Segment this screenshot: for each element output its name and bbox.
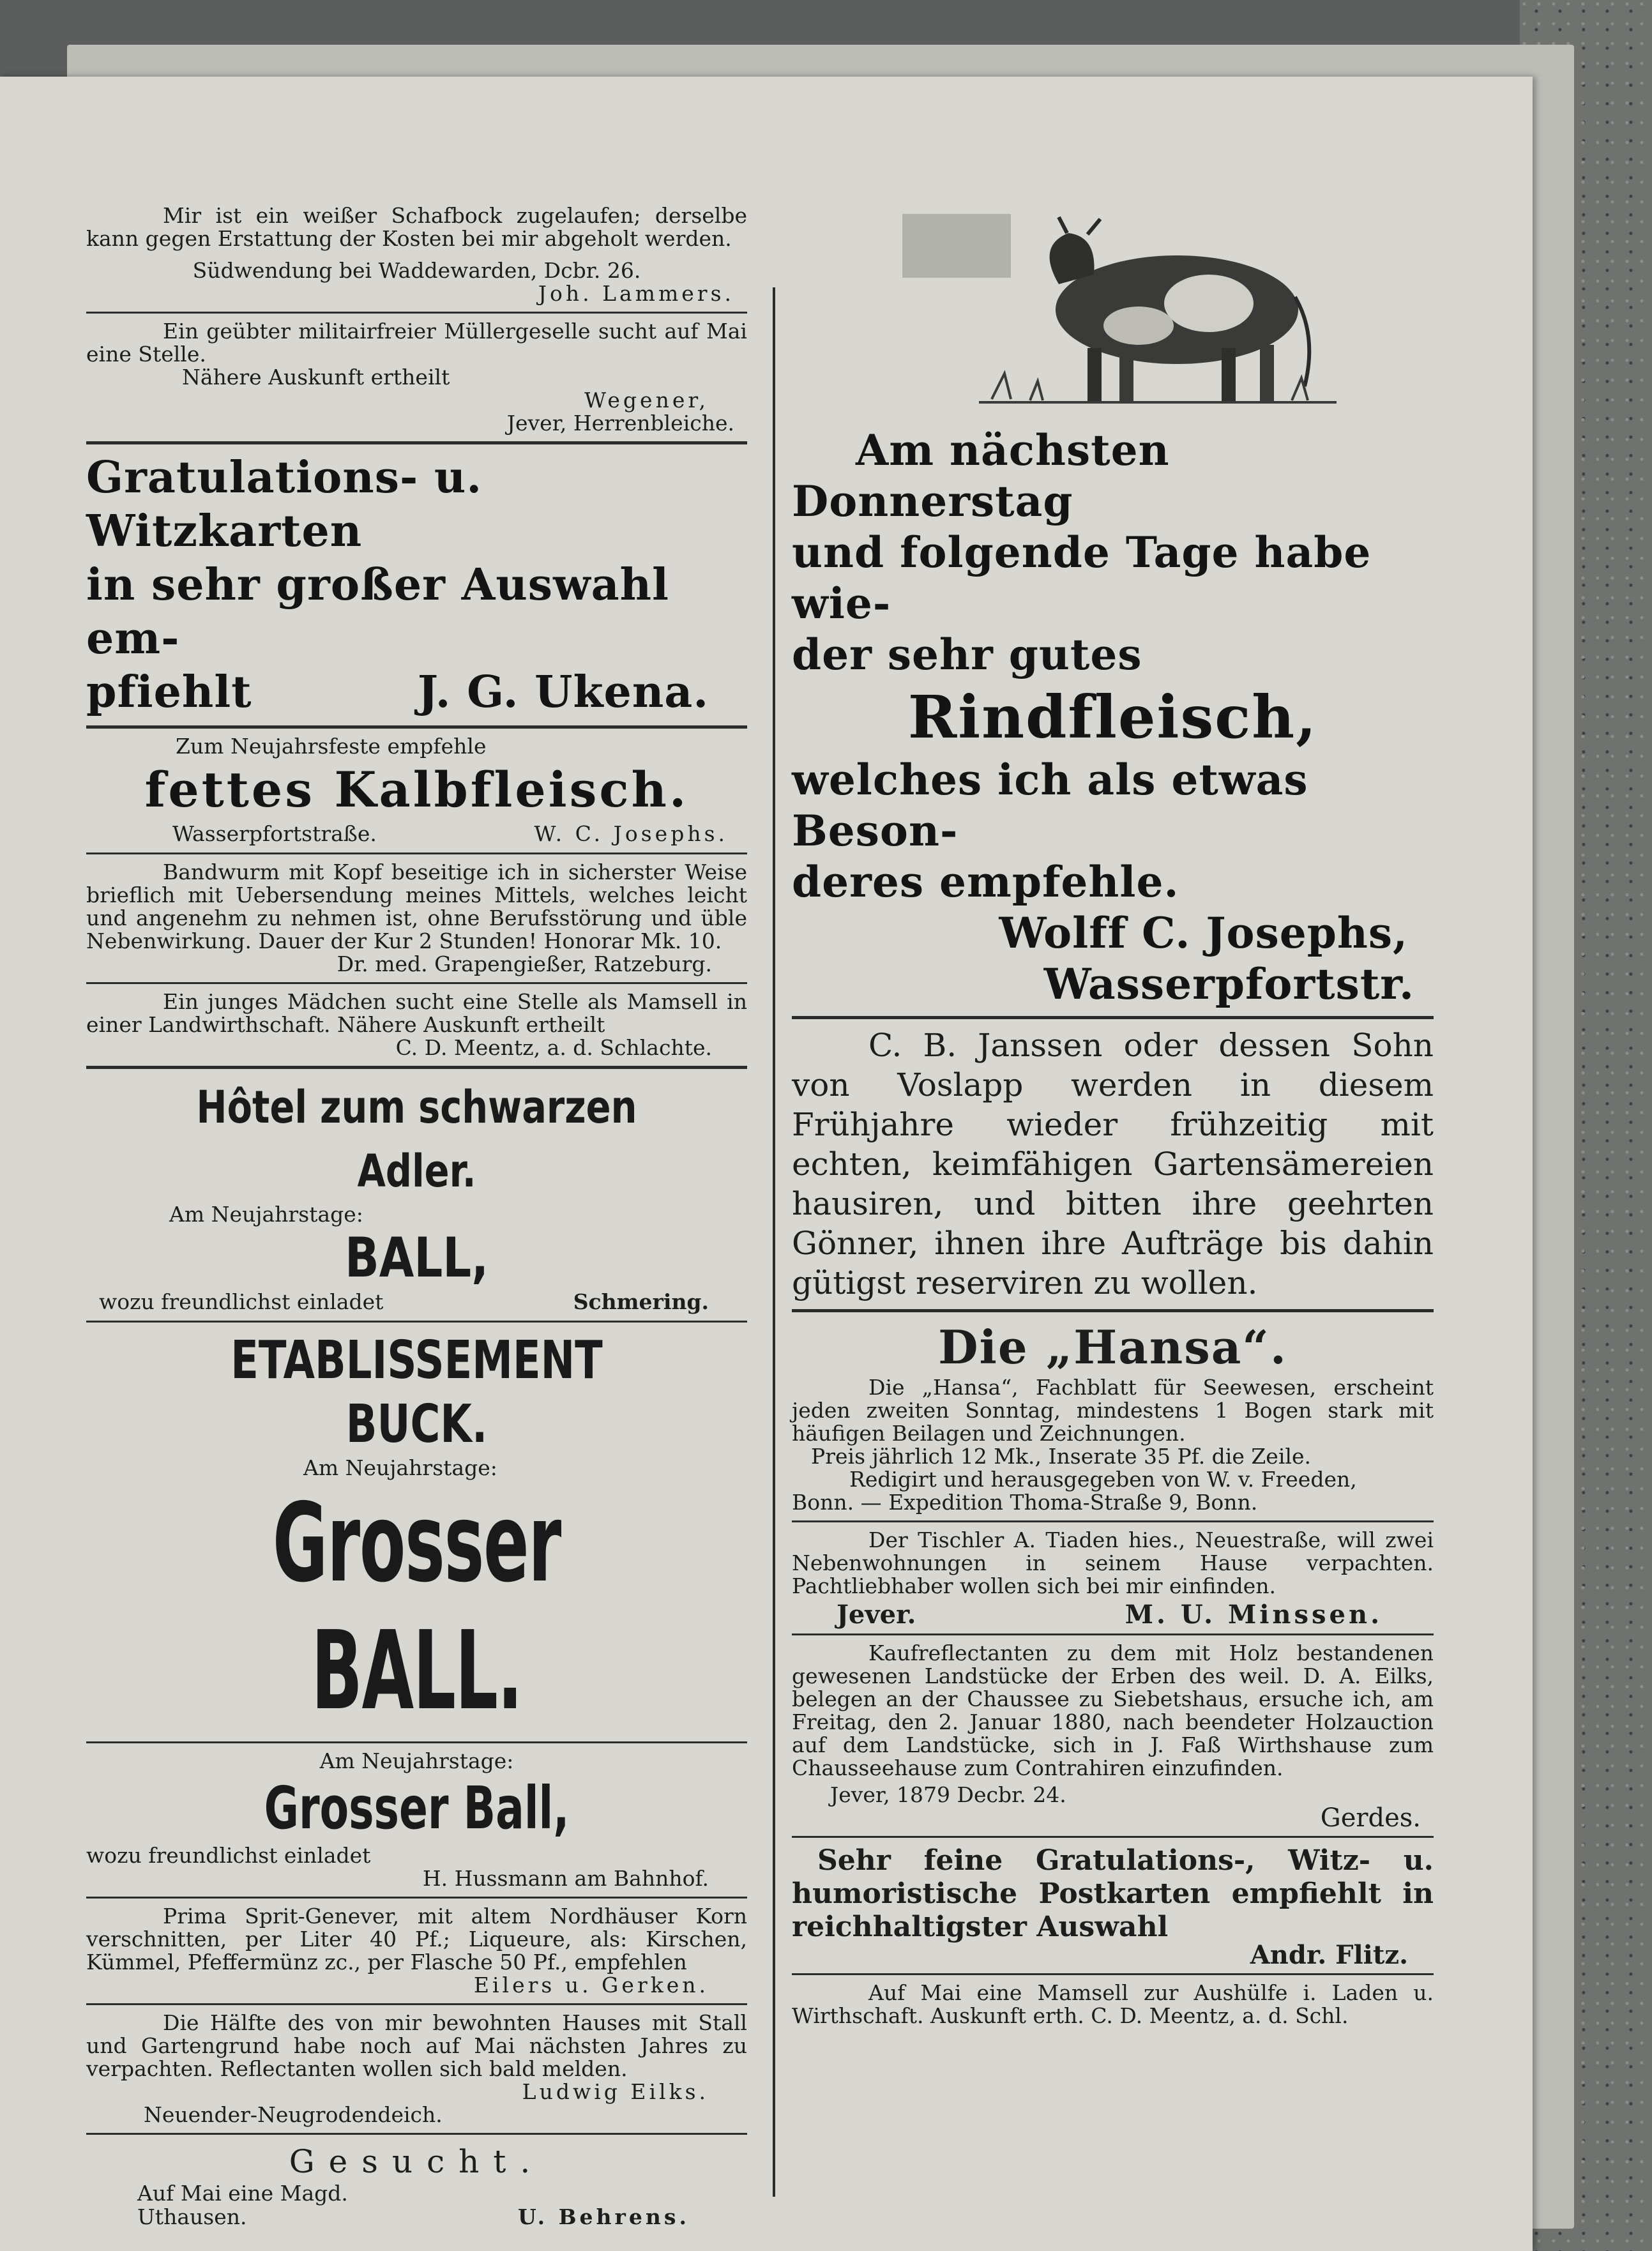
ad-signature: H. Hussmann am Bahnhof. [422, 1866, 709, 1891]
headline-line: und folgende Tage habe wie- [792, 527, 1372, 628]
ad-signature: Gerdes. [1320, 1803, 1421, 1833]
ad-gesucht [86, 2141, 747, 2229]
ad-headline: fettes Kalbfleisch. [144, 761, 689, 818]
ad-maedchen [86, 990, 747, 1059]
ad-signature: U. Behrens. [517, 2204, 690, 2229]
ad-muellergeselle [86, 320, 747, 435]
ad-text: Bandwurm mit Kopf beseitige ich in sicherster Weise brieflich mit Uebersendung meines Mittels, welches leicht und angenehm zu nehmen ist, ohne Berufsstörung und üble Nebenwirkung. Dauer der Kur 2 Stunden! Honorar Mk. 10. [86, 860, 747, 953]
divider [792, 1309, 1434, 1312]
divider [86, 1321, 747, 1323]
ad-date: Jever, 1879 Decbr. 24. [830, 1782, 1066, 1807]
headline-line: pfiehlt [86, 667, 252, 718]
ad-text: Kaufreflectanten zu dem mit Holz bestandenen gewesenen Landstücke der Erben des weil. D. A. Eilks, belegen an der Chaussee zu Siebetshaus, ersuche ich, am Freitag, den 2. Januar 1880, nach beendeter Holzauction auf dem Landstücke, sich in J. Faß Wirthshause zum Chausseehause zum Contrahiren einzufinden. [792, 1641, 1434, 1780]
ad-bandwurm [86, 861, 747, 976]
headline-line: in sehr großer Auswahl em- [86, 559, 669, 664]
divider [792, 1633, 1434, 1635]
divider [86, 2133, 747, 2135]
divider [86, 2003, 747, 2005]
ad-text: Prima Sprit-Genever, mit altem Nordhäuser Korn verschnitten, per Liter 40 Pf.; Liqueure, als: Kirschen, Kümmel, Pfeffermünz zc., per Flasche 50 Pf., empfehlen [86, 1904, 747, 1974]
ad-signature: Wegener, [584, 388, 709, 413]
divider [792, 1836, 1434, 1838]
ad-place: Jever. [837, 1600, 916, 1630]
ad-text: Auf Mai eine Magd. [137, 2181, 348, 2206]
divider [792, 1973, 1434, 1975]
ad-adler [86, 1075, 747, 1314]
ad-signature: Joh. Lammers. [538, 281, 734, 306]
divider [86, 1066, 747, 1069]
ad-invite: wozu freundlichst einladet [86, 1843, 371, 1868]
ad-text: Ein geübter militairfreier Müllergeselle sucht auf Mai eine Stelle. [86, 319, 747, 367]
ad-tischler [792, 1527, 1434, 1630]
headline-line: welches ich als etwas Beson- [792, 755, 1308, 856]
ad-headline: Hôtel zum schwarzen Adler. [196, 1081, 637, 1197]
ad-day: Am Neujahrstage: [303, 1455, 497, 1480]
ad-signature: Ludwig Eilks. [522, 2079, 709, 2104]
ad-signature: W. C. Josephs. [534, 821, 728, 846]
ad-place: Südwendung bei Waddewarden, Dcbr. 26. [192, 258, 641, 283]
ad-janssen [792, 1026, 1434, 1303]
ad-price: Preis jährlich 12 Mk., Inserate 35 Pf. die Zeile. [811, 1444, 1311, 1469]
ad-street: Wasserpfortstr. [1043, 959, 1414, 1009]
ad-hansa [792, 1319, 1434, 1514]
cow-illustration [877, 208, 1349, 418]
ad-place: Jever, Herrenbleiche. [506, 411, 734, 436]
divider [792, 1016, 1434, 1019]
ad-signature: Andr. Flitz. [1250, 1940, 1408, 1970]
ad-rindfleisch [792, 208, 1434, 1010]
ad-place: Neuender-Neugrodendeich. [144, 2102, 443, 2127]
ad-buck [86, 1329, 747, 1735]
ad-postkarten [792, 1844, 1434, 1970]
ad-ball: Grosser BALL. [272, 1480, 561, 1734]
ad-headline: ETABLISSEMENT BUCK. [231, 1330, 603, 1455]
ad-headline: Gesucht. [289, 2143, 545, 2180]
ad-place: Uthausen. [137, 2204, 247, 2229]
ad-genever [86, 1905, 747, 1997]
ad-intro: Zum Neujahrsfeste empfehle [176, 734, 487, 759]
ad-text: Der Tischler A. Tiaden hies., Neuestraße, will zwei Nebenwohnungen in seinem Hause verpachten. Pachtliebhaber wollen sich bei mir einfinden. [792, 1527, 1434, 1598]
headline-line: Am nächsten Donnerstag [792, 425, 1170, 526]
divider [86, 312, 747, 314]
ad-holzauction [792, 1641, 1434, 1833]
ad-text: Sehr feine Gratulations-, Witz- u. humoristische Postkarten empfiehlt in reichhaltigster Auswahl [792, 1844, 1434, 1943]
ad-signature: C. D. Meentz, a. d. Schlachte. [395, 1035, 712, 1060]
ad-info: Nähere Auskunft ertheilt [182, 365, 450, 390]
ad-mamsell [792, 1982, 1434, 2027]
ad-text: Auf Mai eine Mamsell zur Aushülfe i. Laden u. Wirthschaft. Auskunft erth. C. D. Meentz, a. d. Schl. [792, 1980, 1434, 2028]
ad-schafbock [86, 204, 747, 305]
ad-signature: Schmering. [573, 1289, 709, 1314]
ad-editor: Redigirt und herausgegeben von W. v. Freeden, [849, 1467, 1357, 1492]
divider [86, 441, 747, 444]
ad-signature: M. U. Minssen. [1125, 1600, 1383, 1630]
ad-street: Wasserpfortstraße. [172, 821, 377, 846]
ad-ball: Grosser Ball, [264, 1774, 570, 1842]
ad-haus [86, 2012, 747, 2126]
divider [86, 853, 747, 854]
right-column [792, 208, 1434, 2027]
ad-kalbfleisch [86, 735, 747, 846]
headline-line: Gratulations- u. Witzkarten [86, 452, 483, 557]
ad-signature: J. G. Ukena. [417, 667, 709, 718]
ad-day: Am Neujahrstage: [319, 1748, 514, 1773]
divider [86, 1741, 747, 1743]
ad-signature: Eilers u. Gerken. [473, 1973, 709, 1997]
headline-line: deres empfehle. [792, 857, 1179, 907]
ad-headline: Die „Hansa“. [938, 1320, 1287, 1374]
ad-day: Am Neujahrstage: [169, 1202, 363, 1227]
ad-text: Die Hälfte des von mir bewohnten Hauses mit Stall und Gartengrund habe noch auf Mai nächsten Jahres zu verpachten. Reflectanten wollen sich bald melden. [86, 2010, 747, 2081]
divider [86, 1897, 747, 1899]
ad-text: Die „Hansa“, Fachblatt für Seewesen, erscheint jeden zweiten Sonntag, mindestens 1 Bogen stark mit häufigen Beilagen und Zeichnungen. [792, 1375, 1434, 1446]
headline-line: der sehr gutes [792, 630, 1142, 679]
ad-text: Mir ist ein weißer Schafbock zugelaufen; derselbe kann gegen Erstattung der Kosten bei mir abgeholt werden. [86, 203, 747, 251]
ad-text: Ein junges Mädchen sucht eine Stelle als Mamsell in einer Landwirthschaft. Nähere Auskunft ertheilt [86, 989, 747, 1037]
ad-gratulationen [86, 451, 747, 719]
left-column [86, 204, 747, 2229]
ad-headline: Rindfleisch, [907, 683, 1318, 752]
ad-signature: Dr. med. Grapengießer, Ratzeburg. [337, 951, 712, 976]
ad-signature: Wolff C. Josephs, [999, 908, 1408, 958]
ad-ball: BALL, [344, 1226, 489, 1290]
divider [86, 725, 747, 729]
newspaper-page [0, 77, 1533, 2251]
ad-invite: wozu freundlichst einladet [99, 1289, 384, 1314]
divider [86, 982, 747, 984]
ad-text: C. B. Janssen oder dessen Sohn von Voslapp werden in diesem Frühjahre wieder frühzeitig mit echten, keimfähigen Gartensämereien hausiren, und bitten ihre geehrten Gönner, ihnen ihre Aufträge bis dahin gütigst reserviren zu wollen. [792, 1027, 1434, 1301]
ad-hussmann [86, 1750, 747, 1890]
divider [792, 1520, 1434, 1522]
column-divider [773, 287, 775, 2197]
ad-address: Bonn. — Expedition Thoma-Straße 9, Bonn. [792, 1490, 1258, 1515]
